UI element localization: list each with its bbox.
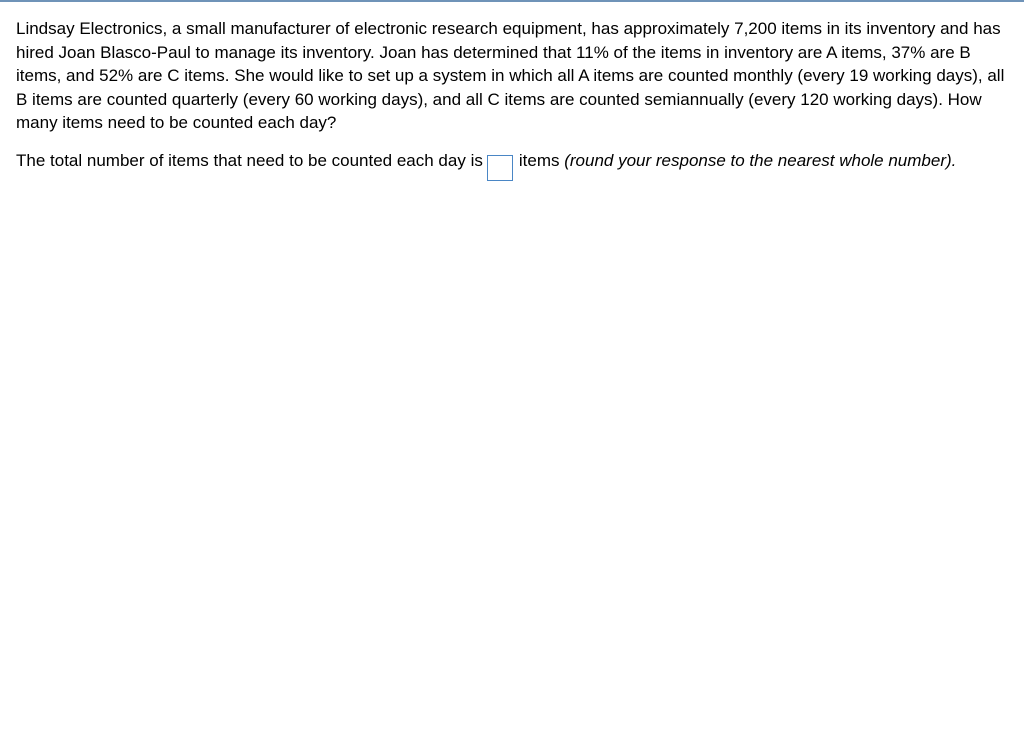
answer-suffix: items: [518, 150, 560, 170]
answer-input[interactable]: [487, 155, 513, 181]
rounding-instruction: (round your response to the nearest whole number).: [564, 150, 957, 170]
question-text: Lindsay Electronics, a small manufacturer of electronic research equipment, has approximately 7,200 items in its inventory and has hired Joan Blasco-Paul to manage its inventory. Joan has determined that 11% of the items in inventory are A items, 37% are B items, and 52% are C items. She would like to set up a system in which all A items are counted monthly (every 19 working days), all B items are counted quarterly (every 60 working days), and all C items are counted semiannually (every 120 working days). How many items need to be counted each day?: [16, 19, 1005, 132]
question-panel: [16, 17, 1006, 181]
answer-prefix: The total number of items that need to be counted each day is: [16, 150, 483, 170]
top-border-rule: [0, 0, 1024, 2]
answer-sentence: [16, 147, 1006, 182]
